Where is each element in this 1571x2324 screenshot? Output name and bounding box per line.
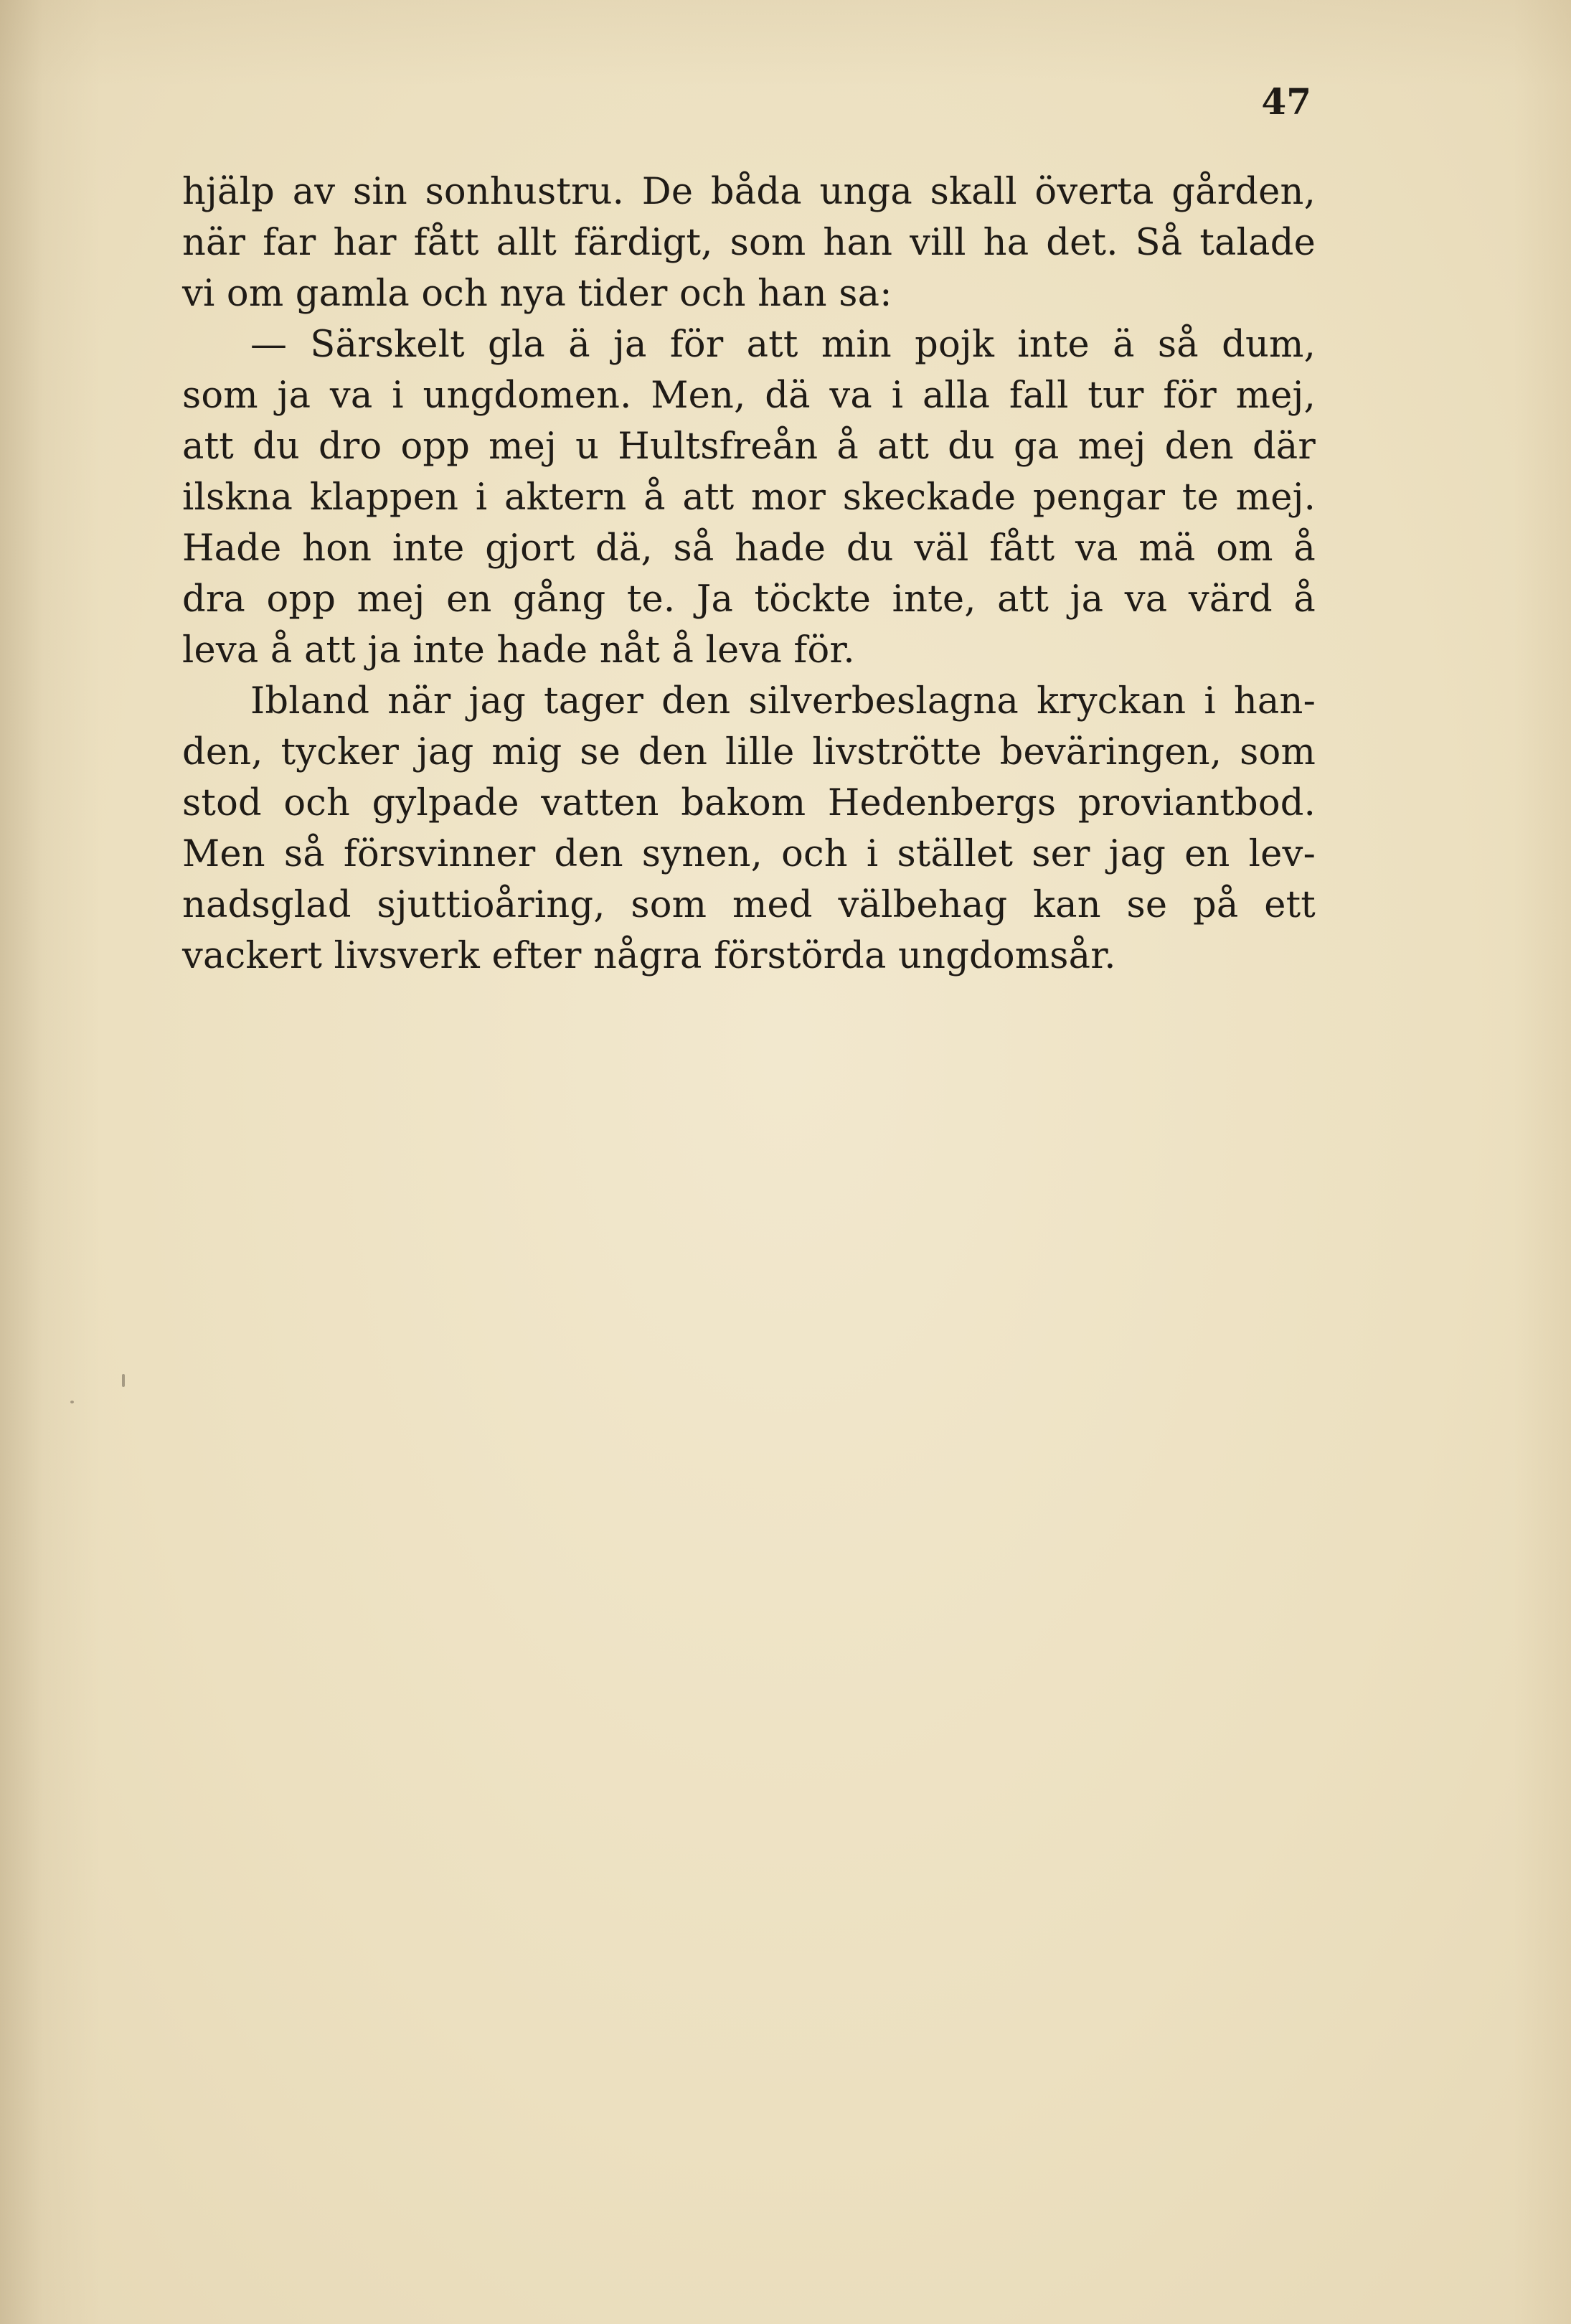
text-line: Hade hon inte gjort dä, så hade du väl fått va mä om å [182, 527, 1316, 570]
text-line: när far har fått allt färdigt, som han vill ha det. Så talade [182, 222, 1316, 264]
paragraph [182, 676, 1316, 982]
paragraph [182, 319, 1316, 676]
body-text [182, 166, 1316, 982]
text-line: ilskna klappen i aktern å att mor skeckade pengar te mej. [182, 476, 1316, 519]
text-line: Ibland när jag tager den silverbeslagna kryckan i han- [250, 680, 1316, 723]
text-line: som ja va i ungdomen. Men, dä va i alla fall tur för mej, [182, 375, 1316, 417]
text-line: den, tycker jag mig se den lille livströtte beväringen, som [182, 731, 1316, 773]
page-number: 47 [1261, 80, 1311, 123]
text-line: vi om gamla och nya tider och han sa: [182, 273, 892, 315]
paper-speck [70, 1401, 74, 1403]
text-line: stod och gylpade vatten bakom Hedenbergs proviantbod. [182, 782, 1316, 824]
text-line: — Särskelt gla ä ja för att min pojk inte ä så dum, [250, 324, 1316, 366]
text-line: leva å att ja inte hade nåt å leva för. [182, 629, 855, 672]
paragraph [182, 166, 1316, 319]
paper-speck [122, 1374, 125, 1387]
text-line: nadsglad sjuttioåring, som med välbehag kan se på ett [182, 884, 1316, 926]
text-line: Men så försvinner den synen, och i stället ser jag en lev- [182, 833, 1316, 875]
text-line: vackert livsverk efter några förstörda ungdomsår. [182, 935, 1116, 977]
text-line: dra opp mej en gång te. Ja töckte inte, att ja va värd å [182, 578, 1316, 621]
text-line: att du dro opp mej u Hultsfreån å att du ga mej den där [182, 425, 1316, 468]
text-line: hjälp av sin sonhustru. De båda unga skall överta gården, [182, 171, 1316, 213]
